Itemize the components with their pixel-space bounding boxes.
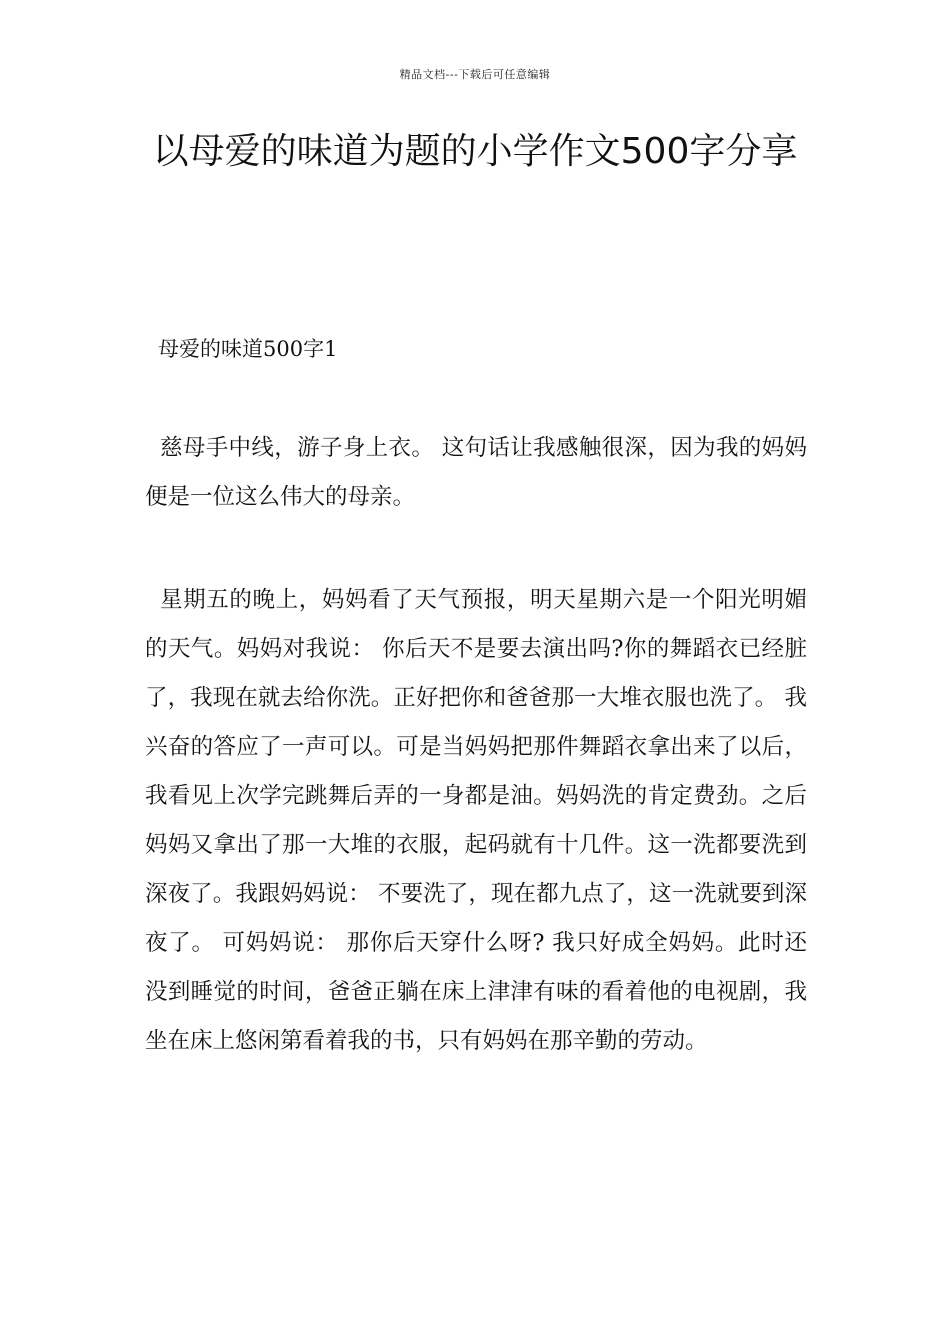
document-title: 以母爱的味道为题的小学作文500字分享 [152,131,798,172]
header-note: 精品文档---下载后可任意编辑 [399,68,551,81]
paragraph: 慈母手中线，游子身上衣。 这句话让我感触很深，因为我的妈妈便是一位这么伟大的母亲。 [145,435,807,510]
section-heading: 母爱的味道500字1 [158,337,338,361]
paragraph: 星期五的晚上，妈妈看了天气预报，明天星期六是一个阳光明媚的天气。妈妈对我说： 你后天不是要去演出吗?你的舞蹈衣已经脏了，我现在就去给你洗。正好把你和爸爸那一大堆衣服也洗了。 我兴奋的答应了一声可以。可是当妈妈把那件舞蹈衣拿出来了以后，我看见上次学完跳舞后弄的一身都是油。妈妈洗的肯定费劲。之后妈妈又拿出了那一大堆的衣服，起码就有十几件。这一洗都要洗到深夜了。我跟妈妈说： 不要洗了，现在都九点了，这一洗就要到深夜了。 可妈妈说： 那你后天穿什么呀? 我只好成全妈妈。此时还没到睡觉的时间，爸爸正躺在床上津津有味的看着他的电视剧，我坐在床上悠闲第看着我的书，只有妈妈在那辛勤的劳动。 [145,587,807,1054]
